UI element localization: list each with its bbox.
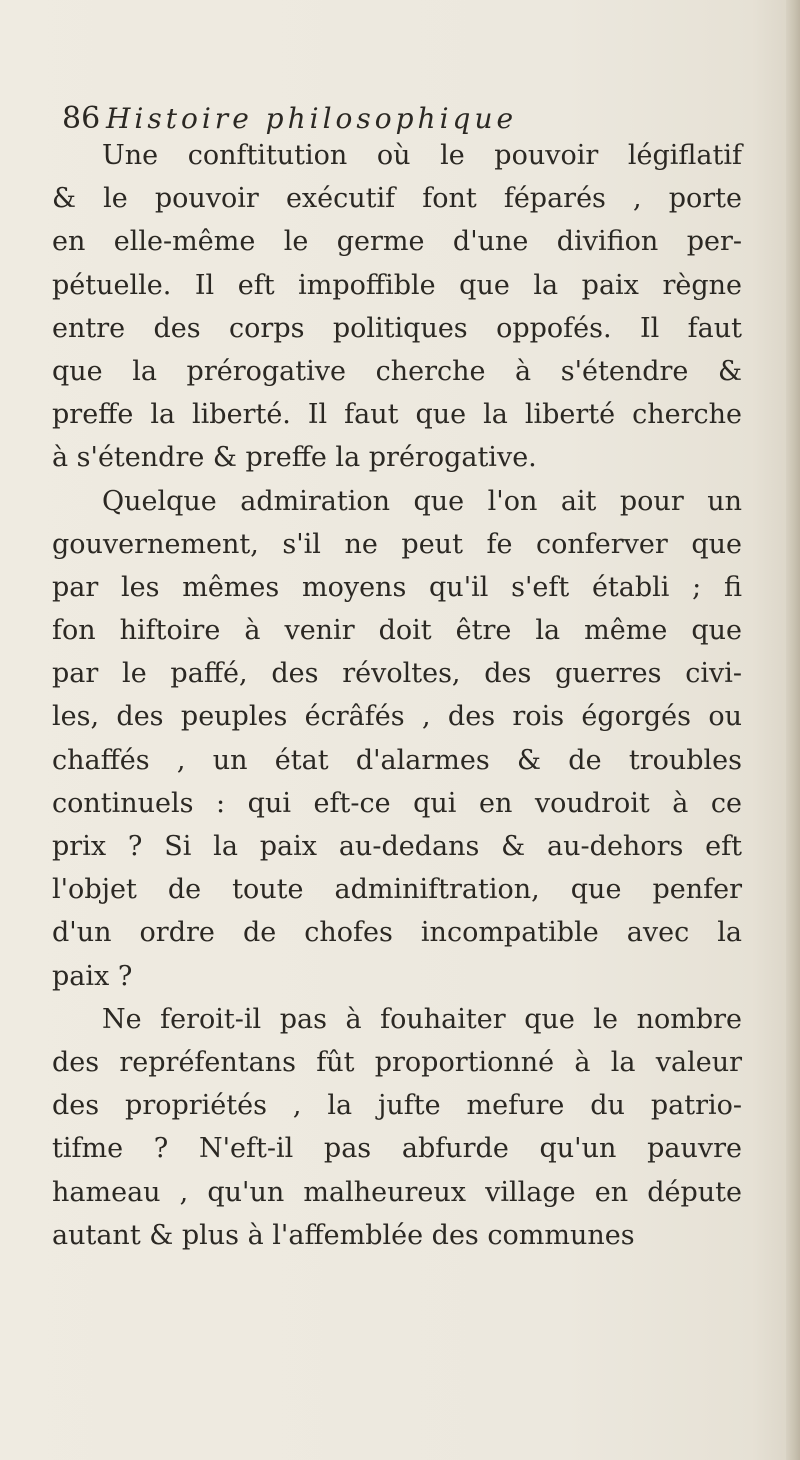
text-line: l'objet de toute adminiftration, que penfer bbox=[52, 874, 742, 906]
text-line: d'un ordre de chofes incompatible avec la bbox=[52, 917, 742, 949]
text-line: pétuelle. Il eft impoffible que la paix règne bbox=[52, 269, 742, 301]
text-line: des propriétés , la jufte mefure du patrio- bbox=[52, 1090, 742, 1122]
page-edge bbox=[786, 0, 800, 1460]
text-line: à s'étendre & preffe la prérogative. bbox=[52, 442, 537, 474]
page-number: 86 bbox=[62, 101, 101, 136]
text-line: que la prérogative cherche à s'étendre & bbox=[52, 355, 742, 387]
text-line: & le pouvoir exécutif font féparés , porte bbox=[52, 183, 742, 215]
paragraph bbox=[52, 134, 742, 480]
text-line: prix ? Si la paix au-dedans & au-dehors eft bbox=[52, 831, 742, 862]
text-line: fon hiftoire à venir doit être la même que bbox=[52, 615, 742, 647]
paragraph bbox=[52, 480, 742, 998]
text-line: Quelque admiration que l'on ait pour un bbox=[102, 485, 742, 517]
running-title: Histoire philosophique bbox=[106, 102, 518, 135]
text-line: chaffés , un état d'alarmes & de troubles bbox=[52, 744, 742, 776]
text-line: en elle-même le germe d'une divifion per- bbox=[52, 226, 742, 258]
text-line: entre des corps politiques oppofés. Il faut bbox=[52, 312, 742, 344]
text-line: Une conftitution où le pouvoir légiflatif bbox=[102, 140, 742, 171]
text-line: des repréfentans fût proportionné à la valeur bbox=[52, 1046, 742, 1078]
text-line: continuels : qui eft-ce qui en voudroit à ce bbox=[52, 787, 742, 819]
text-line: hameau , qu'un malheureux village en députe bbox=[52, 1176, 742, 1208]
paragraph bbox=[52, 998, 742, 1257]
text-line: par les mêmes moyens qu'il s'eft établi ; fi bbox=[52, 571, 742, 603]
text-line: Ne feroit-il pas à fouhaiter que le nombre bbox=[102, 1003, 742, 1035]
body-text bbox=[52, 134, 742, 1257]
text-line: preffe la liberté. Il faut que la liberté cherche bbox=[52, 399, 742, 431]
text-line: les, des peuples écrâfés , des rois égorgés ou bbox=[52, 701, 742, 733]
text-line: paix ? bbox=[52, 960, 133, 992]
text-line: gouvernement, s'il ne peut fe conferver que bbox=[52, 528, 742, 560]
text-line: autant & plus à l'affemblée des communes bbox=[52, 1219, 635, 1251]
text-line: par le paffé, des révoltes, des guerres civi- bbox=[52, 658, 742, 690]
text-line: tifme ? N'eft-il pas abfurde qu'un pauvre bbox=[52, 1133, 742, 1165]
